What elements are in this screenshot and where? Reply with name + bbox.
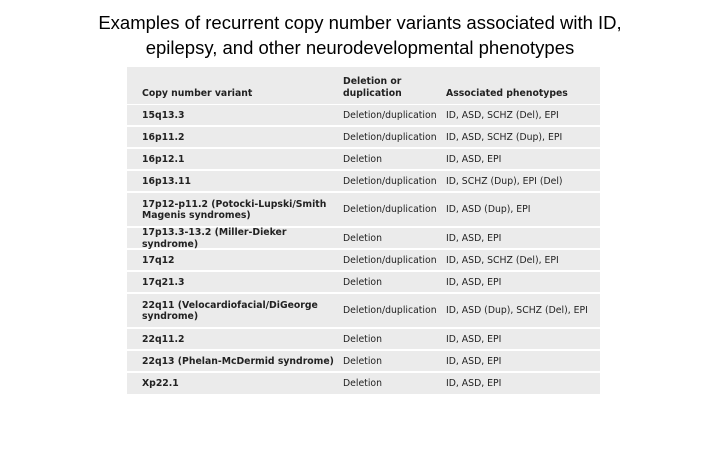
phenotypes-cell: ID, ASD, EPI bbox=[446, 355, 502, 367]
variant-cell: 16p11.2 bbox=[142, 131, 185, 143]
phenotypes-cell: ID, ASD, EPI bbox=[446, 276, 502, 288]
phenotypes-cell: ID, ASD (Dup), SCHZ (Del), EPI bbox=[446, 305, 588, 317]
table-row bbox=[127, 228, 600, 250]
variant-cell: 17q21.3 bbox=[142, 276, 185, 288]
phenotypes-cell: ID, ASD, EPI bbox=[446, 153, 502, 165]
type-cell: Deletion bbox=[343, 378, 382, 390]
header-deletion-or-duplication: Deletion or duplication bbox=[343, 76, 402, 99]
table-row bbox=[127, 329, 600, 351]
type-cell: Deletion/duplication bbox=[343, 109, 437, 121]
type-cell: Deletion bbox=[343, 276, 382, 288]
table-row bbox=[127, 127, 600, 149]
phenotypes-cell: ID, ASD, SCHZ (Del), EPI bbox=[446, 109, 559, 121]
table-row bbox=[127, 193, 600, 228]
cnv-table bbox=[127, 67, 600, 394]
phenotypes-cell: ID, ASD (Dup), EPI bbox=[446, 204, 531, 216]
variant-cell: 15q13.3 bbox=[142, 109, 185, 121]
table-row bbox=[127, 294, 600, 329]
variant-cell: 16p12.1 bbox=[142, 153, 185, 165]
header-copy-number-variant: Copy number variant bbox=[142, 87, 253, 99]
type-cell: Deletion/duplication bbox=[343, 131, 437, 143]
variant-cell: Xp22.1 bbox=[142, 378, 179, 390]
phenotypes-cell: ID, ASD, EPI bbox=[446, 232, 502, 244]
type-cell: Deletion/duplication bbox=[343, 204, 437, 216]
table-header-row bbox=[127, 67, 600, 105]
variant-cell: 22q11.2 bbox=[142, 333, 185, 345]
table-row bbox=[127, 250, 600, 272]
title-line-1: Examples of recurrent copy number variants associated with ID, bbox=[98, 12, 622, 33]
page-title bbox=[40, 10, 680, 60]
type-cell: Deletion bbox=[343, 232, 382, 244]
phenotypes-cell: ID, ASD, SCHZ (Del), EPI bbox=[446, 254, 559, 266]
type-cell: Deletion bbox=[343, 355, 382, 367]
type-cell: Deletion bbox=[343, 333, 382, 345]
variant-cell: 22q13 (Phelan-McDermid syndrome) bbox=[142, 355, 334, 367]
table-row bbox=[127, 373, 600, 394]
table-row bbox=[127, 272, 600, 294]
type-cell: Deletion bbox=[343, 153, 382, 165]
table-row bbox=[127, 171, 600, 193]
phenotypes-cell: ID, ASD, SCHZ (Dup), EPI bbox=[446, 131, 563, 143]
phenotypes-cell: ID, ASD, EPI bbox=[446, 378, 502, 390]
title-line-2: epilepsy, and other neurodevelopmental phenotypes bbox=[145, 37, 575, 58]
variant-cell: 16p13.11 bbox=[142, 175, 191, 187]
table-row bbox=[127, 351, 600, 373]
header-associated-phenotypes: Associated phenotypes bbox=[446, 87, 568, 99]
variant-cell: 17q12 bbox=[142, 254, 175, 266]
variant-cell: 17p12-p11.2 (Potocki-Lupski/Smith Magenis syndromes) bbox=[142, 198, 327, 221]
type-cell: Deletion/duplication bbox=[343, 175, 437, 187]
variant-cell: 17p13.3-13.2 (Miller-Dieker syndrome) bbox=[142, 227, 287, 250]
table-row bbox=[127, 105, 600, 127]
type-cell: Deletion/duplication bbox=[343, 305, 437, 317]
phenotypes-cell: ID, SCHZ (Dup), EPI (Del) bbox=[446, 175, 563, 187]
variant-cell: 22q11 (Velocardiofacial/DiGeorge syndrome) bbox=[142, 299, 318, 322]
table-row bbox=[127, 149, 600, 171]
phenotypes-cell: ID, ASD, EPI bbox=[446, 333, 502, 345]
type-cell: Deletion/duplication bbox=[343, 254, 437, 266]
